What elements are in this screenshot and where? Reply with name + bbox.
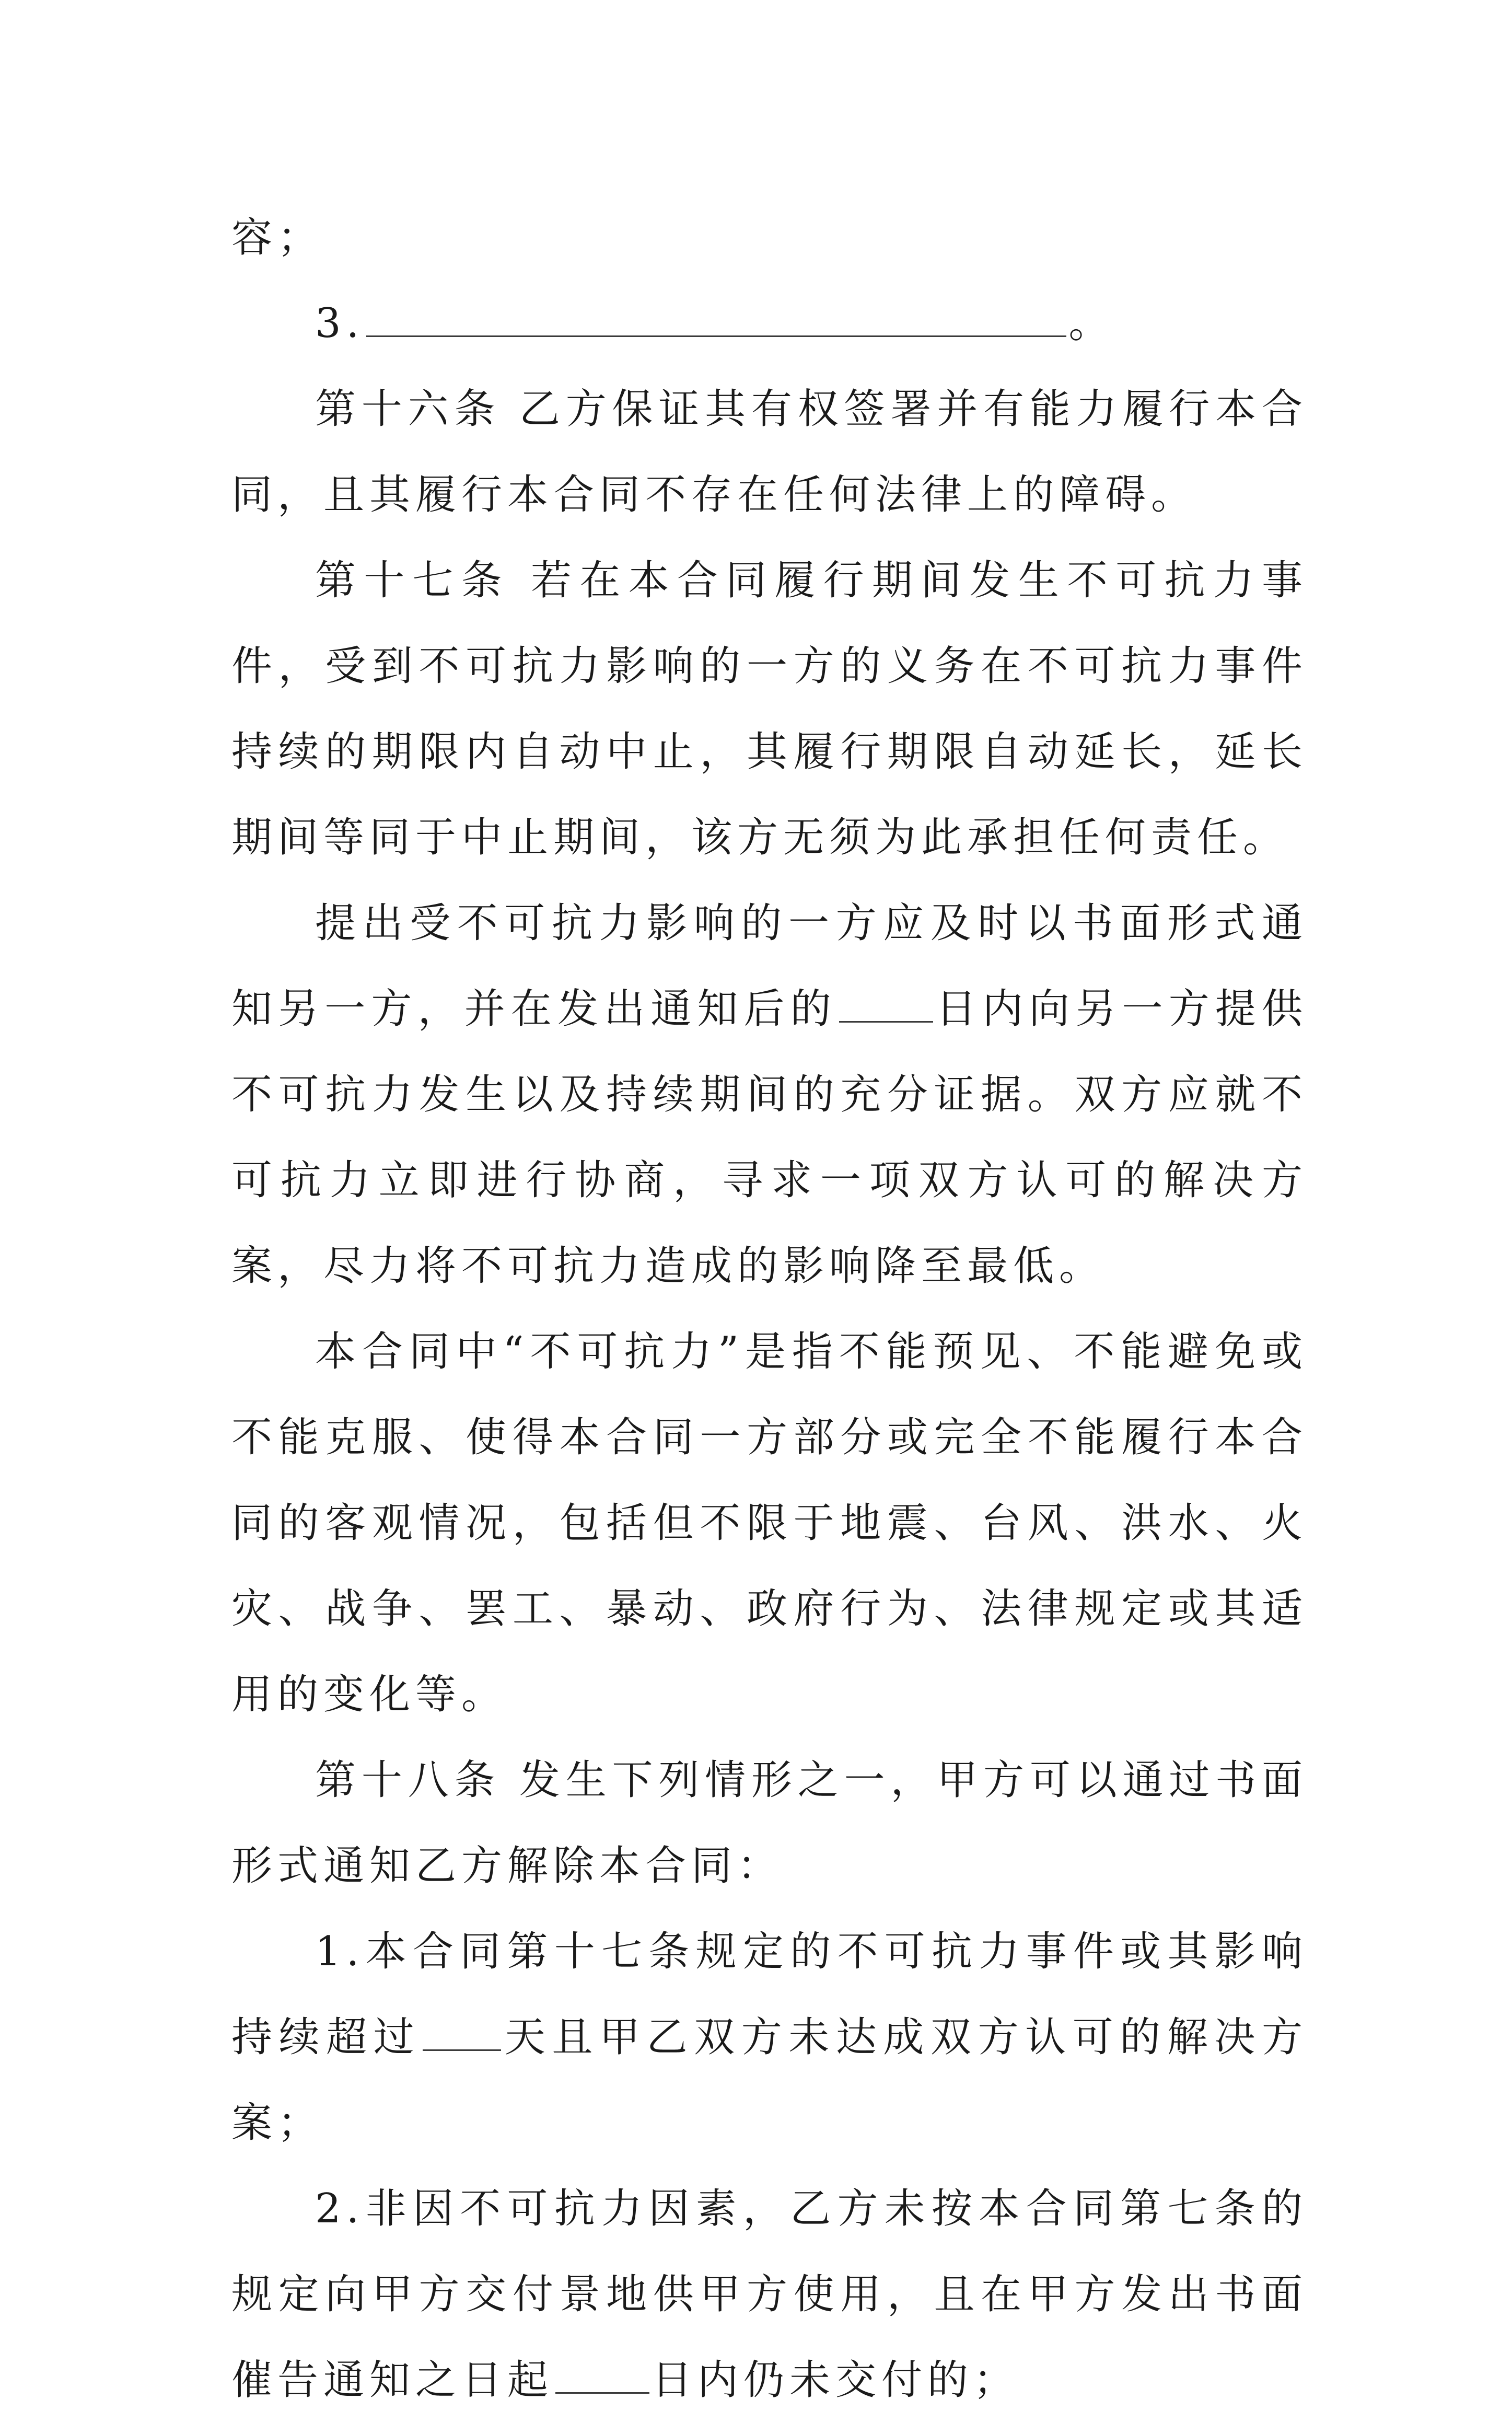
- fill-in-blank-days[interactable]: [555, 2355, 649, 2394]
- article-16: 第十六条 乙方保证其有权签署并有能力履行本合同，且其履行本合同不存在任何法律上的障碍。: [231, 386, 1308, 518]
- list-item-3: 3. 。: [231, 281, 1308, 366]
- article-17: 第十七条 若在本合同履行期间发生不可抗力事件，受到不可抗力影响的一方的义务在不可抗力事件持续的期限内自动中止，其履行期限自动延长，延长期间等同于中止期间，该方无须为此承担任何责任。: [231, 557, 1308, 861]
- force-majeure-notice: 提出受不可抗力影响的一方应及时以书面形式通知另一方，并在发出通知后的 日内向另一方提供不可抗力发生以及持续期间的充分证据。双方应就不可抗力立即进行协商，寻求一项双方认可的解决方案，尽力将不可抗力造成的影响降至最低。: [231, 900, 1308, 1290]
- article-18-item-1: 1.本合同第十七条规定的不可抗力事件或其影响持续超过 天且甲乙双方未达成双方认可的解决方案；: [231, 1928, 1308, 2147]
- fill-in-blank[interactable]: [366, 298, 1066, 337]
- fill-in-blank-days[interactable]: [423, 2012, 501, 2051]
- force-majeure-definition: 本合同中“不可抗力”是指不能预见、不能避免或不能克服、使得本合同一方部分或完全不能履行本合同的客观情况，包括但不限于地震、台风、洪水、火灾、战争、罢工、暴动、政府行为、法律规定或其适用的变化等。: [231, 1328, 1308, 1718]
- paragraph-continuation: 容；: [231, 214, 324, 261]
- article-18: 第十八条 发生下列情形之一，甲方可以通过书面形式通知乙方解除本合同：: [231, 1757, 1308, 1889]
- document-page: [231, 195, 1308, 2423]
- fill-in-blank-days[interactable]: [839, 983, 933, 1023]
- article-18-item-2: 2.非因不可抗力因素，乙方未按本合同第七条的规定向甲方交付景地供甲方使用，且在甲方发出书面催告通知之日起 日内仍未交付的；: [231, 2185, 1308, 2404]
